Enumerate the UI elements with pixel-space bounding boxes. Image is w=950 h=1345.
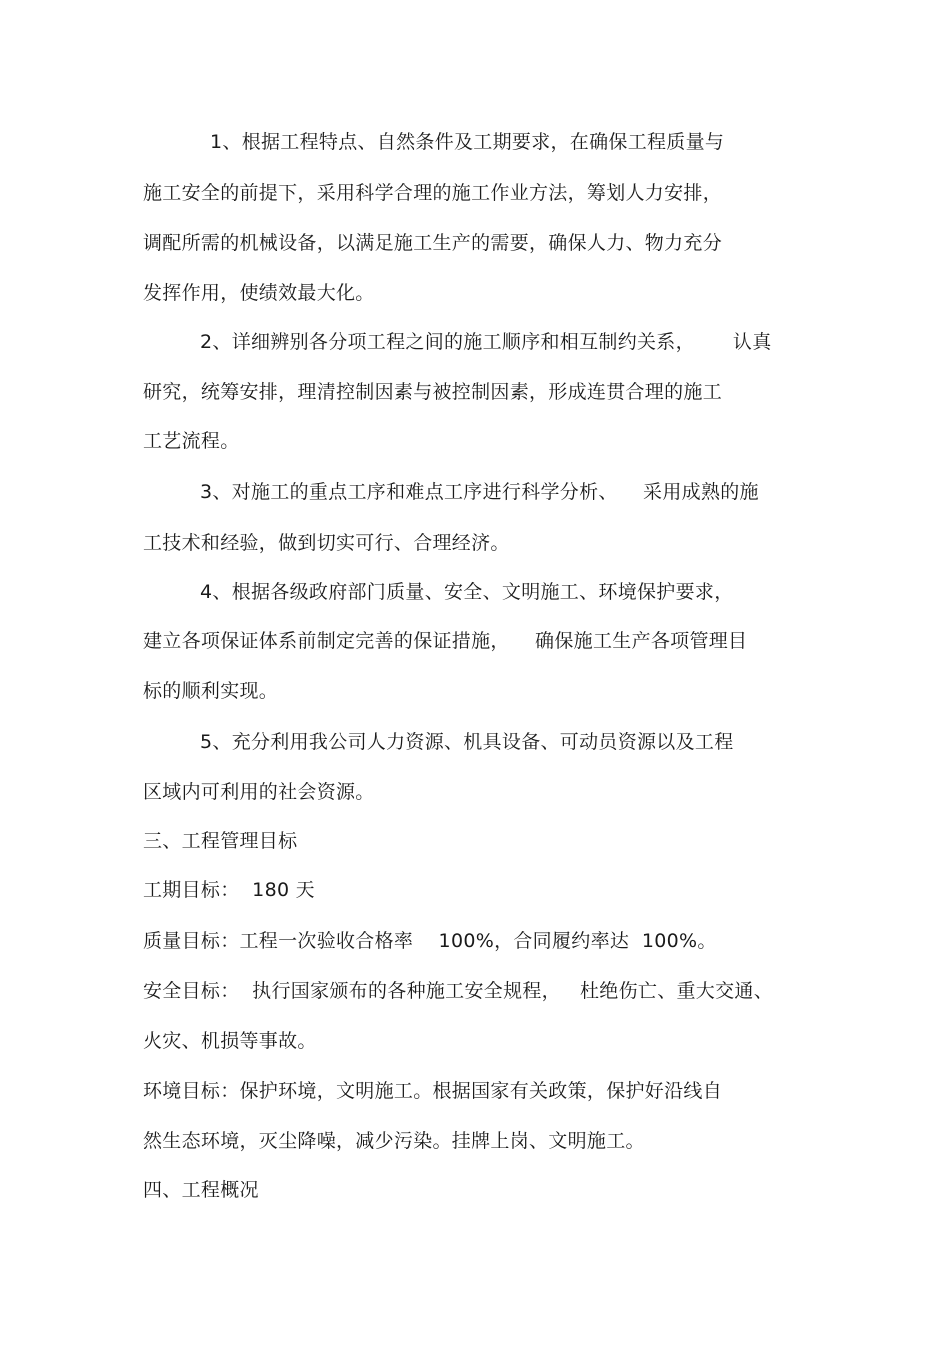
text-line-11: 建立各项保证体系前制定完善的保证措施， 确保施工生产各项管理目 — [143, 630, 748, 652]
text-line-environment-goal: 环境目标：保护环境，文明施工。根据国家有关政策，保护好沿线自 — [143, 1080, 723, 1102]
text-line-3: 调配所需的机械设备，以满足施工生产的需要，确保人力、物力充分 — [143, 232, 723, 254]
text-line-14: 区域内可利用的社会资源。 — [143, 781, 375, 803]
section-heading-project-overview: 四、工程概况 — [143, 1179, 259, 1201]
section-heading-management-goals: 三、工程管理目标 — [143, 830, 298, 852]
text-line-2: 施工安全的前提下，采用科学合理的施工作业方法，筹划人力安排， — [143, 182, 723, 204]
text-line-10: 4、根据各级政府部门质量、安全、文明施工、环境保护要求， — [200, 581, 734, 603]
text-line-6: 研究，统筹安排，理清控制因素与被控制因素，形成连贯合理的施工 — [143, 381, 723, 403]
text-line-8: 3、对施工的重点工序和难点工序进行科学分析、 采用成熟的施 — [200, 481, 759, 503]
text-line-4: 发挥作用，使绩效最大化。 — [143, 282, 375, 304]
text-line-environment-goal-cont: 然生态环境，灭尘降噪，减少污染。挂牌上岗、文明施工。 — [143, 1130, 645, 1152]
text-line-9: 工技术和经验，做到切实可行、合理经济。 — [143, 532, 510, 554]
text-line-7: 工艺流程。 — [143, 430, 240, 452]
text-line-13: 5、充分利用我公司人力资源、机具设备、可动员资源以及工程 — [200, 731, 734, 753]
text-line-12: 标的顺利实现。 — [143, 680, 279, 702]
text-line-safety-goal-cont: 火灾、机损等事故。 — [143, 1030, 317, 1052]
text-line-schedule-goal: 工期目标： 180 天 — [143, 879, 315, 901]
text-line-quality-goal: 质量目标：工程一次验收合格率 100%，合同履约率达 100%。 — [143, 930, 717, 952]
text-line-5: 2、详细辨别各分项工程之间的施工顺序和相互制约关系， 认真 — [200, 331, 772, 353]
text-line-1: 1、根据工程特点、自然条件及工期要求，在确保工程质量与 — [210, 131, 725, 153]
text-line-safety-goal: 安全目标： 执行国家颁布的各种施工安全规程， 杜绝伤亡、重大交通、 — [143, 980, 773, 1002]
